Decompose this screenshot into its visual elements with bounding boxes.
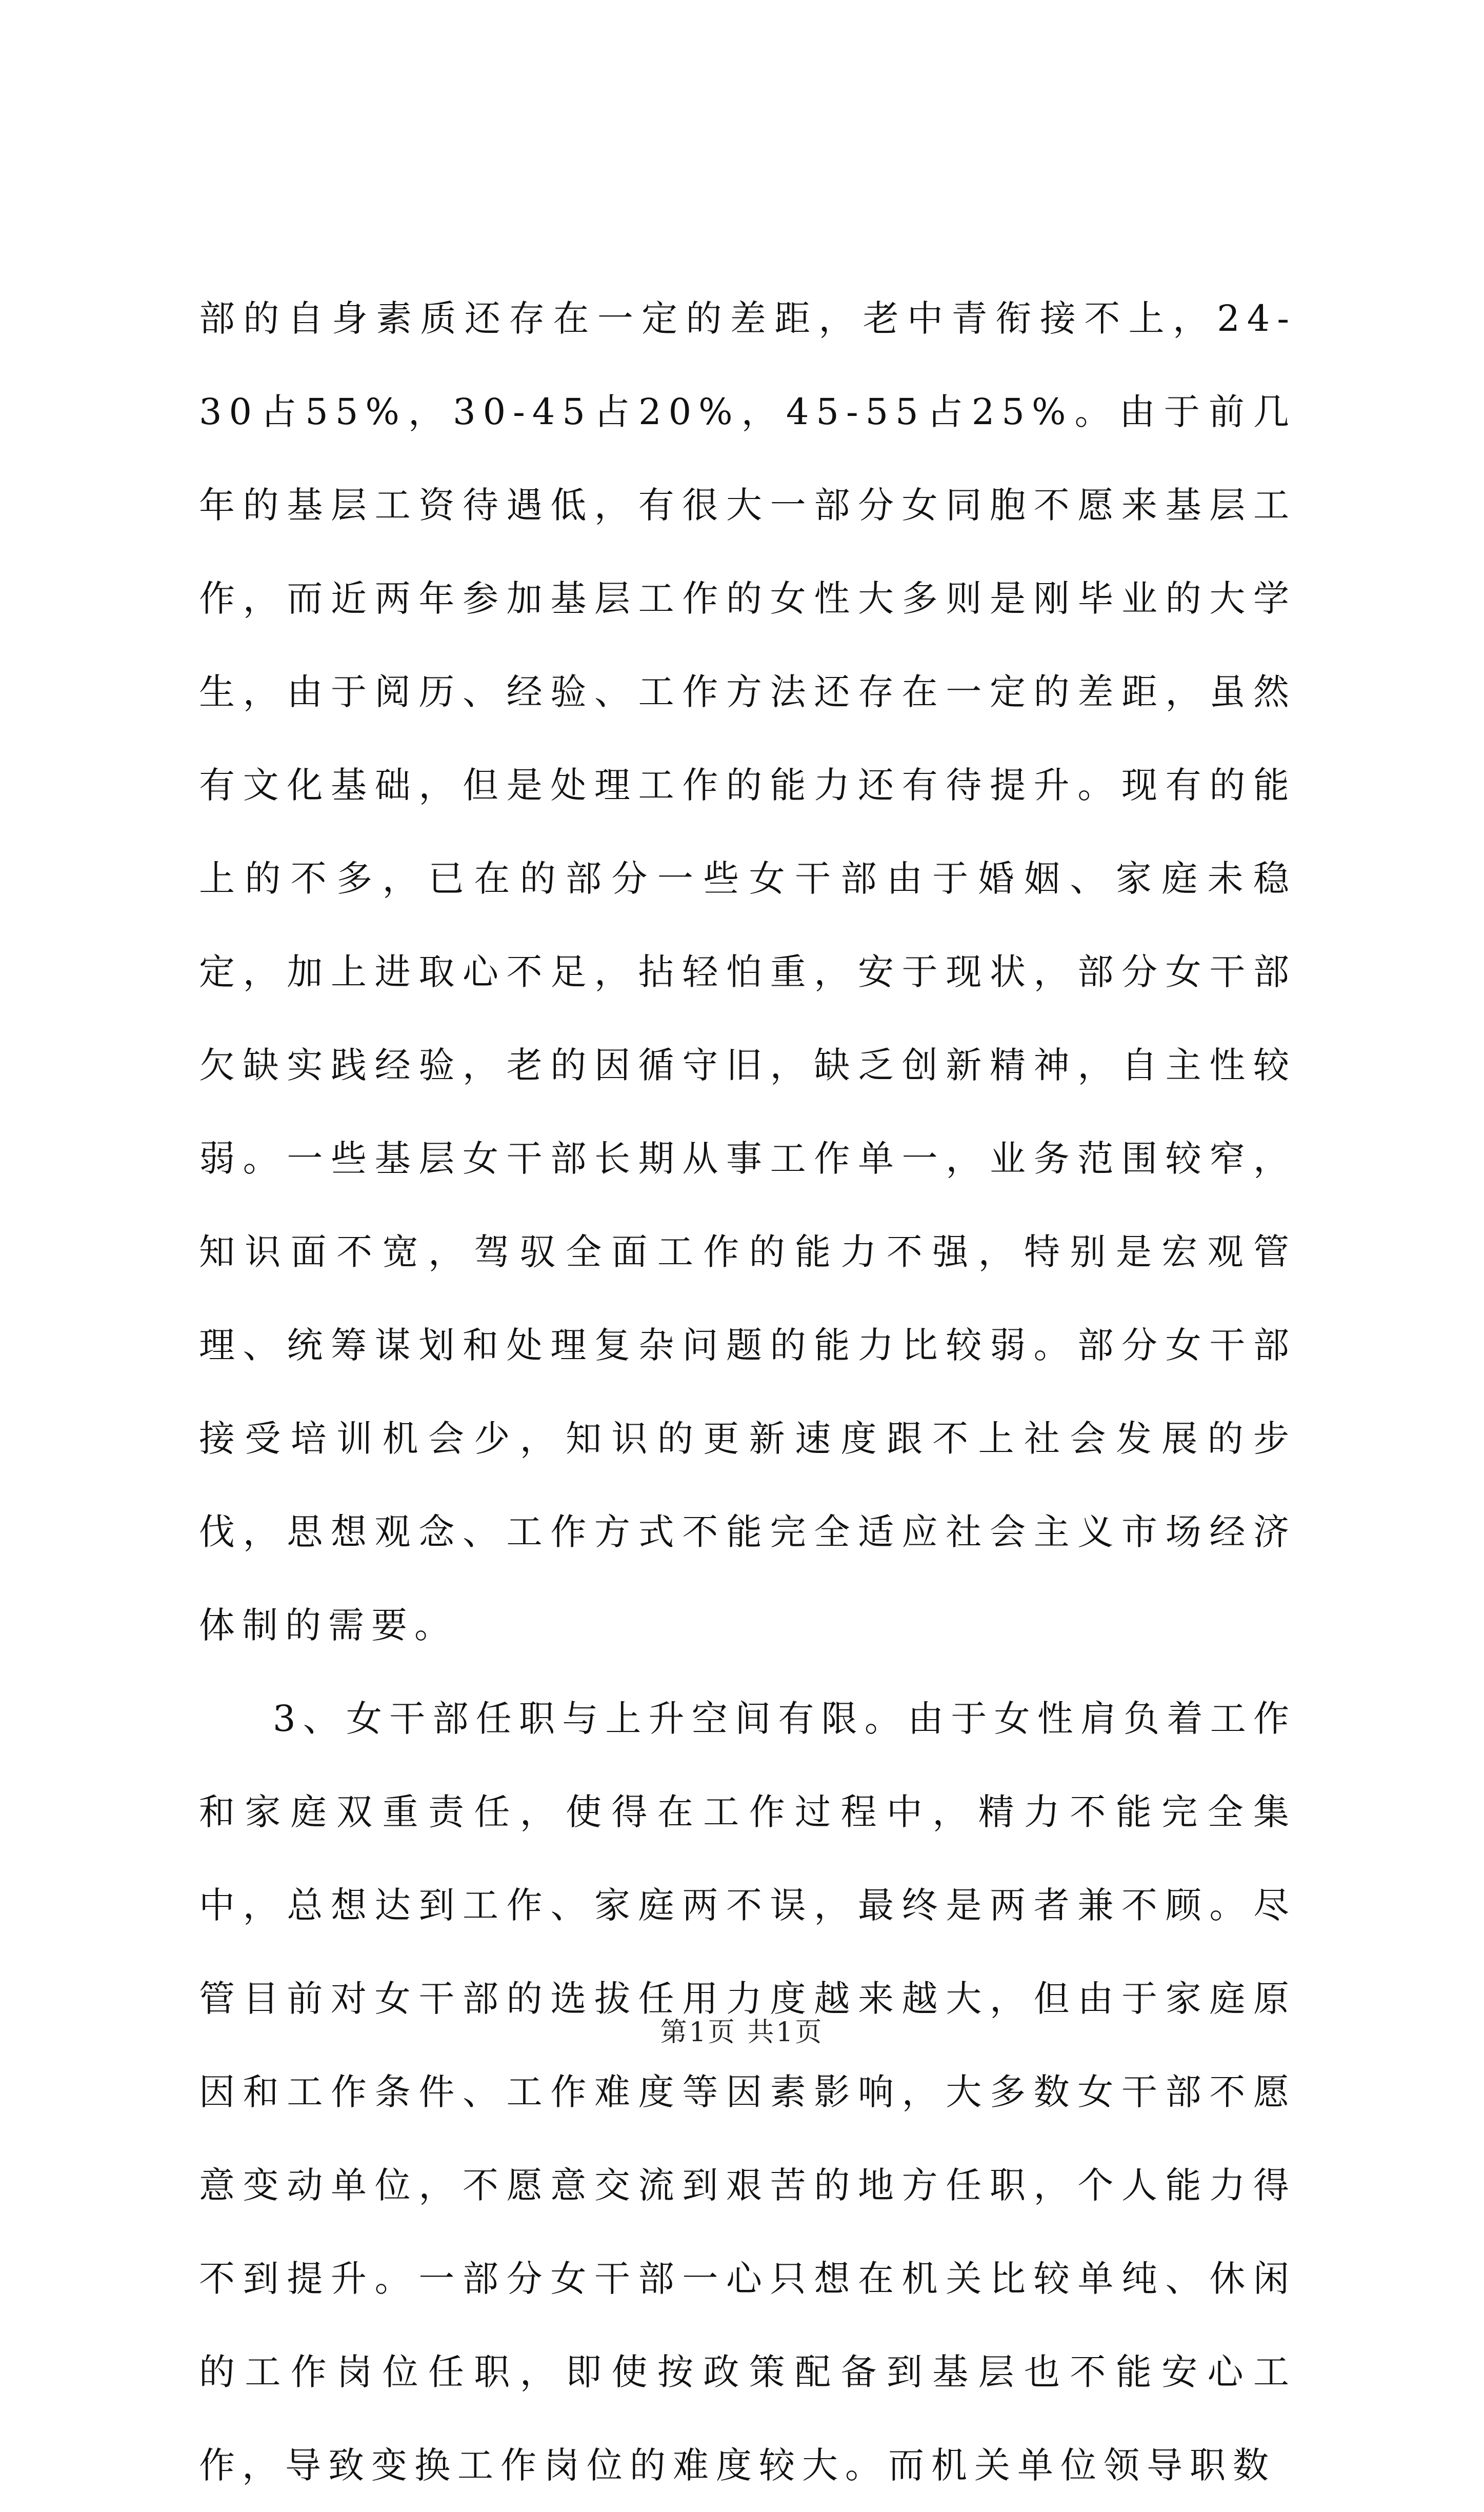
paragraph-1: 部的自身素质还存在一定的差距，老中青衔接不上，24-30占55%，30-45占20%，45-55占25%。由于前几年的基层工资待遇低，有很大一部分女同胞不愿来基层工作，而近两年参加基层工作的女性大多则是刚毕业的大学生，由于阅历、经验、工作方法还存在一定的差距，虽然有文化基础，但是处理工作的能力还有待提升。现有的能上的不多，已在的部分一些女干部由于婚姻、家庭未稳定，加上进取心不足，拈轻怕重，安于现状，部分女干部欠缺实践经验，老的因循守旧，缺乏创新精神，自主性较弱。一些基层女干部长期从事工作单一，业务范围较窄，知识面不宽，驾驭全面工作的能力不强，特别是宏观管理、统筹谋划和处理复杂问题的能力比较弱。部分女干部接受培训机会少，知识的更新速度跟不上社会发展的步伐，思想观念、工作方式不能完全适应社会主义市场经济体制的需要。 xyxy=(199,297,1296,1646)
document-body xyxy=(199,272,1296,2512)
page-footer: 第1页 共1页 xyxy=(660,2017,824,2048)
paragraph-2: 3、女干部任职与上升空间有限。由于女性肩负着工作和家庭双重责任，使得在工作过程中，精力不能完全集中，总想达到工作、家庭两不误，最终是两者兼不顾。尽管目前对女干部的选拔任用力度越来越大，但由于家庭原因和工作条件、工作难度等因素影响，大多数女干部不愿意变动单位，不愿意交流到艰苦的地方任职，个人能力得不到提升。一部分女干部一心只想在机关比较单纯、休闲的工作岗位任职，即使按政策配备到基层也不能安心工作，导致变换工作岗位的难度较大。而机关单位领导职数 xyxy=(199,1698,1296,2486)
